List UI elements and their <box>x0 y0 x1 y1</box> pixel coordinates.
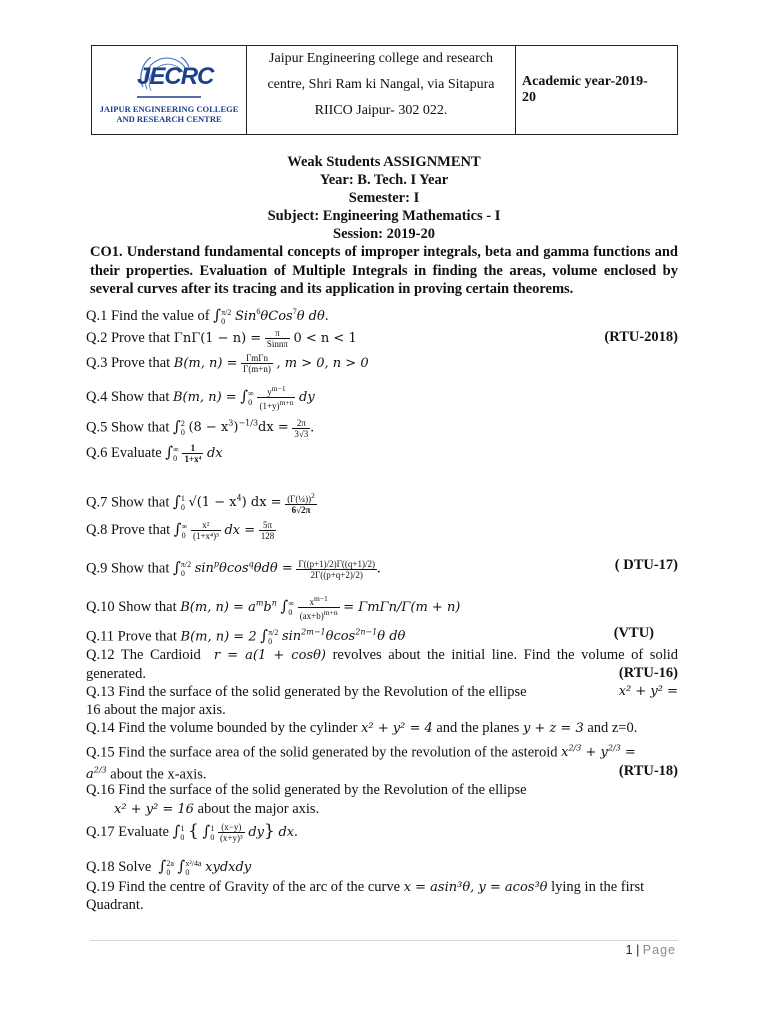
question-17: Q.17 Evaluate ∫ 1 0 { ∫ 1 0 $\frac{(x-y)}{\text{(x+y)³}}$ dy} dx. <box>86 821 298 844</box>
question-15: Q.15 Find the surface area of the solid generated by the revolution of the asteroid $x^{2/3} + y^{2/3}$ = <box>86 744 636 761</box>
header-table <box>91 45 678 135</box>
question-2-source: (RTU-2018) <box>604 329 678 345</box>
question-4: Q.4 Show that B(m, n) = ∫ ∞ 0 $\frac{y^{m-1}}{(1+y)^{m+n}}$ dy <box>86 384 315 411</box>
question-15-source: (RTU-18) <box>618 763 678 779</box>
address-cell <box>247 46 516 134</box>
logo-caption-line-1: JAIPUR ENGINEERING COLLEGE <box>99 103 239 114</box>
subject-line: Subject: Engineering Mathematics - I <box>267 208 501 224</box>
page-number: 1 <box>625 943 633 957</box>
question-2: Q.2 Prove that ΓnΓ(1 − n) = $\frac{\pi}{\text{Sinnπ}}$ 0 < n < 1 (RTU-2018) <box>86 328 678 349</box>
academic-year-line-1: Academic year-2019- <box>522 74 648 89</box>
footer-divider <box>90 940 678 941</box>
assignment-title: Weak Students ASSIGNMENT <box>287 154 481 170</box>
semester-line: Semester: I <box>348 190 420 206</box>
question-16-continued: x² + y² = 16 about the major axis. <box>114 801 320 817</box>
logo-cell <box>92 46 247 134</box>
question-13-continued: 16 about the major axis. <box>86 702 226 718</box>
course-outcome: CO1. Understand fundamental concepts of improper integrals, beta and gamma functions and their properties. Evaluation of Multiple Integrals in finding the areas, volume enclosed by several curves after its tracing and its application in proving certain theorems. <box>90 244 678 297</box>
assignment-titles <box>0 153 768 243</box>
address-line-3: RIICO Jaipur- 302 022. <box>314 103 448 118</box>
question-12: Q.12 The Cardioid r = a(1 + cosθ) revolves about the initial line. Find the volume of solid generated. (RTU-16) <box>86 647 679 682</box>
academic-year-line-2: 20 <box>522 90 536 105</box>
logo-caption <box>100 104 239 124</box>
address-line-1: Jaipur Engineering college and research <box>269 51 493 66</box>
page-separator: | <box>636 943 640 957</box>
session-line: Session: 2019-20 <box>333 226 435 242</box>
question-9-source: ( DTU-17) <box>614 557 678 573</box>
question-15-continued: $a^{2/3}$ about the x-axis. (RTU-18) <box>86 763 678 783</box>
question-5: Q.5 Show that ∫ 2 0 $(8 - x^3)^{-1/3}dx$ = $\frac{2\pi}{3√3}$ . <box>86 417 314 439</box>
question-10: Q.10 Show that B(m, $n) = a^mb^n$ ∫ ∞ 0 $\frac{x^{m-1}}{(ax+b)^{m+n}}$ = ΓmΓn/Γ(m + n) <box>86 594 461 621</box>
question-6: Q.6 Evaluate ∫ ∞ 0 $\frac{1}{\text{1+x⁴}}$ dx <box>86 443 223 465</box>
question-18: Q.18 Solve ∫ 2a 0 ∫ x²/4a 0 xydxdy <box>86 857 252 877</box>
question-19-continued: Quadrant. <box>86 897 144 913</box>
page-label: Page <box>642 943 676 957</box>
question-8: Q.8 Prove that ∫ ∞ 0 $\frac{\text{x²}}{\text{(1+x⁴)³}}$ dx = $\frac{5\pi}{128}$ <box>86 520 275 542</box>
logo-caption-line-2: AND RESEARCH CENTRE <box>116 113 222 124</box>
page-footer <box>626 943 676 957</box>
question-7: Q.7 Show that ∫ 1 0 $√(1 - x^4)$ dx = $\frac{(\Gamma(\frac{1}{4}))^2}{6√2\pi}$ <box>86 491 315 515</box>
question-11: Q.11 Prove that B(m, n) = 2 ∫ π/2 0 $\sin^{2m-1}\theta\cos^{2n-1}\theta$ dθ (VTU) <box>86 625 654 646</box>
question-16: Q.16 Find the surface of the solid generated by the Revolution of the ellipse <box>86 782 527 798</box>
question-19: Q.19 Find the centre of Gravity of the arc of the curve x = asin³θ, y = acos³θ lying in the first <box>86 879 645 895</box>
address-line-2: centre, Shri Ram ki Nangal, via Sitapura <box>267 77 495 92</box>
question-3: Q.3 Prove that B(m, n) = $\frac{\text{ΓmΓn}}{\Gamma(m+n)}$ , m > 0, n > 0 <box>86 353 369 374</box>
question-13: Q.13 Find the surface of the solid generated by the Revolution of the ellipse x² + y² = <box>86 684 678 700</box>
question-1: Q.1 Find the value of ∫ π/2 0 Sin$^6$θCos$^7$θ dθ. <box>86 305 329 326</box>
question-9: Q.9 Show that ∫ π/2 0 $\sin^p\theta\cos^q\theta d\theta$ = $\frac{\Gamma((p+1)/2)\Gamma((q+1)/2)}{2\Gamma((p+q+2)/2)}$ . ( DTU-17) <box>86 557 678 580</box>
question-11-source: (VTU) <box>613 625 654 641</box>
academic-year-cell <box>516 46 677 134</box>
year-line: Year: B. Tech. I Year <box>319 172 449 188</box>
question-12-source: (RTU-16) <box>618 665 678 681</box>
college-logo <box>129 57 214 101</box>
question-14: Q.14 Find the volume bounded by the cylinder x² + y² = 4 and the planes y + z = 3 and z=0. <box>86 720 638 736</box>
logo-wordmark: JECRC <box>137 62 214 90</box>
